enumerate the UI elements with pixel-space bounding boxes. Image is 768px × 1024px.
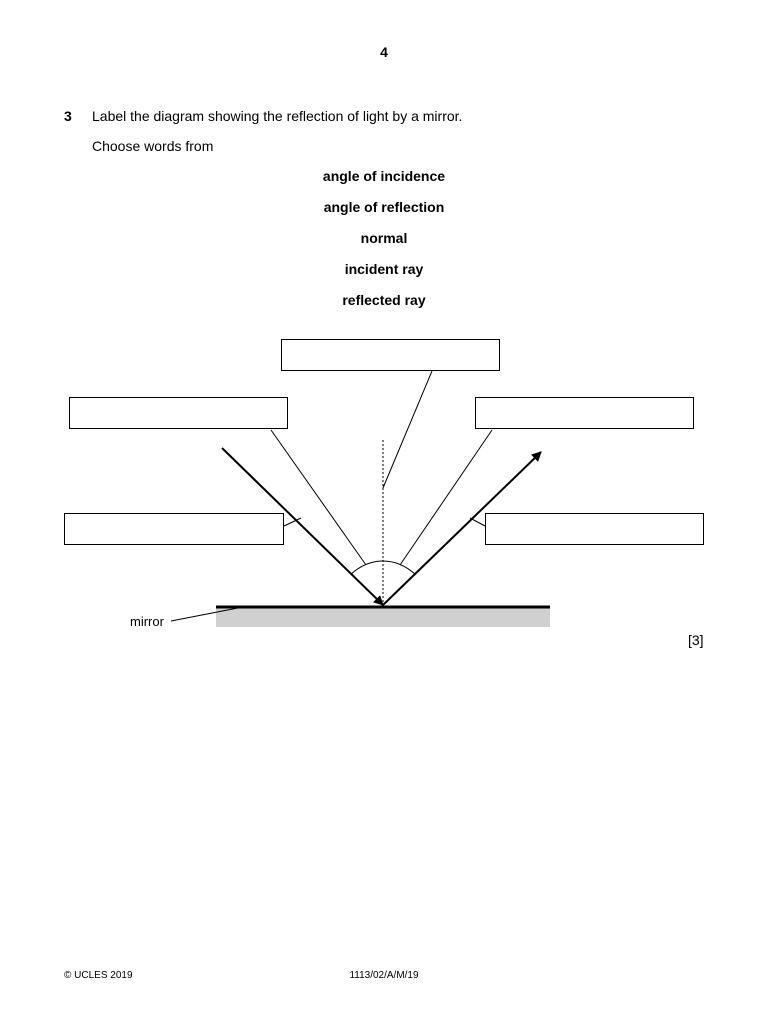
question-number: 3 (64, 108, 72, 124)
mirror-backing (216, 607, 550, 627)
word-option: angle of incidence (322, 168, 446, 184)
mirror-label: mirror (130, 614, 164, 629)
question-instruction: Choose words from (92, 138, 214, 154)
word-option: reflected ray (342, 292, 426, 308)
word-option: normal (360, 230, 408, 246)
marks-indicator: [3] (688, 632, 704, 648)
label-box-lower-right[interactable] (485, 513, 704, 545)
word-option: incident ray (344, 261, 424, 277)
question-text: Label the diagram showing the reflection of light by a mirror. (92, 108, 463, 124)
footer-paper-code: 1113/02/A/M/19 (349, 970, 419, 981)
page-number: 4 (380, 44, 388, 60)
label-box-upper-left[interactable] (69, 397, 288, 429)
leader-line-top (383, 371, 432, 488)
word-option: angle of reflection (323, 199, 445, 215)
label-box-top[interactable] (281, 339, 500, 371)
leader-line-lower-right (470, 518, 485, 526)
label-box-upper-right[interactable] (475, 397, 694, 429)
label-box-lower-left[interactable] (64, 513, 284, 545)
footer-copyright: © UCLES 2019 (64, 970, 133, 981)
angle-of-reflection-arc (383, 561, 415, 574)
leader-line-upper-left (271, 430, 366, 565)
angle-of-incidence-arc (351, 561, 383, 574)
